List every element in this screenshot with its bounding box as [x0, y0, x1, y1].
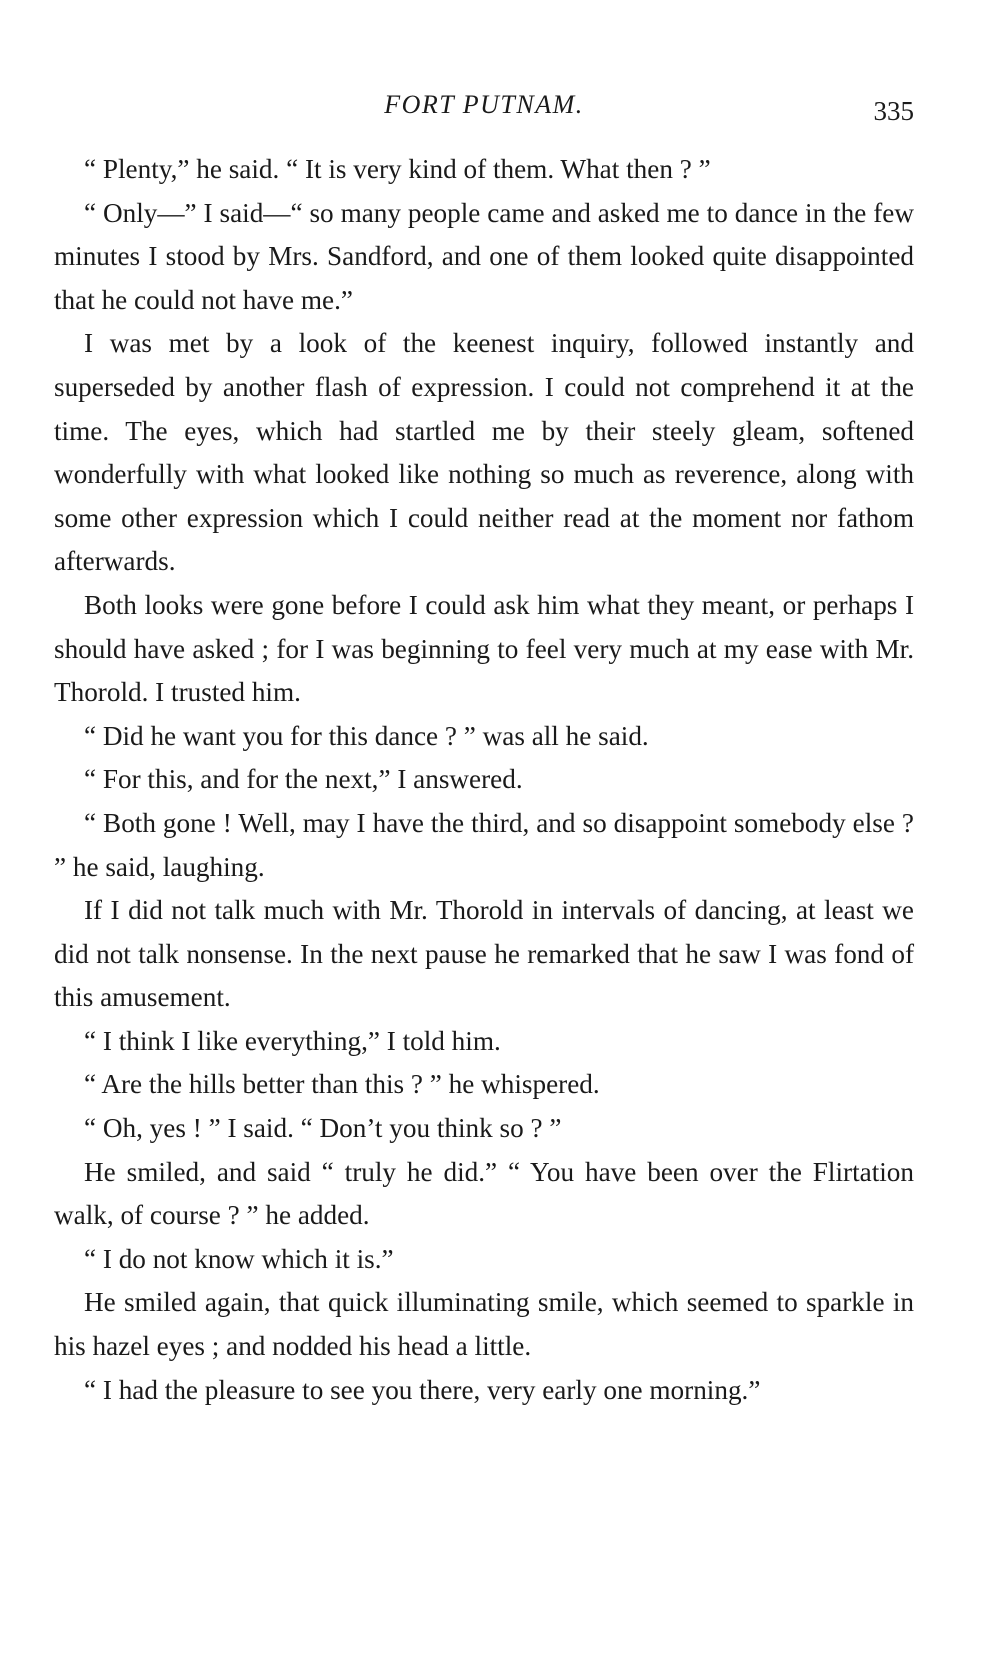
paragraph: “ Both gone ! Well, may I have the third, and so disappoint somebody else ? ” he said, laughing.: [54, 807, 914, 882]
page-header: [54, 78, 914, 134]
page-number: 335: [873, 96, 914, 126]
paragraph: “ Did he want you for this dance ? ” was all he said.: [84, 720, 649, 751]
body-text: [54, 148, 914, 1412]
paragraph: “ I think I like everything,” I told him.: [84, 1025, 501, 1056]
paragraph: If I did not talk much with Mr. Thorold in intervals of dancing, at least we did not talk nonsense. In the next pause he remarked that he saw I was fond of this amusement.: [54, 895, 914, 1013]
paragraph: “ Only—” I said—“ so many people came and asked me to dance in the few minutes I stood by Mrs. Sandford, and one of them looked quite disappointed that he could not have me.”: [54, 197, 914, 315]
paragraph: He smiled, and said “ truly he did.” “ You have been over the Flirtation walk, of course ? ” he added.: [54, 1156, 914, 1231]
paragraph: I was met by a look of the keenest inquiry, followed instantly and superseded by another flash of expression. I could not comprehend it at the time. The eyes, which had startled me by their steely gleam, softened wonderfully with what looked like nothing so much as reverence, along with some other expression which I could neither read at the moment nor fathom afterwards.: [54, 328, 914, 577]
paragraph: “ I had the pleasure to see you there, very early one morning.”: [84, 1374, 761, 1405]
paragraph: “ I do not know which it is.”: [84, 1243, 394, 1274]
paragraph: “ Plenty,” he said. “ It is very kind of them. What then ? ”: [84, 154, 711, 184]
paragraph: “ For this, and for the next,” I answered.: [84, 764, 523, 795]
paragraph: “ Oh, yes ! ” I said. “ Don’t you think so ? ”: [84, 1113, 562, 1144]
running-head: FORT PUTNAM.: [384, 90, 584, 119]
paragraph: Both looks were gone before I could ask him what they meant, or perhaps I should have asked ; for I was beginning to feel very much at my ease with Mr. Thorold. I trusted him.: [54, 589, 914, 708]
book-page: [54, 78, 914, 1638]
paragraph: “ Are the hills better than this ? ” he whispered.: [84, 1069, 600, 1100]
paragraph: He smiled again, that quick illuminating smile, which seemed to sparkle in his hazel eyes ; and nodded his head a little.: [54, 1287, 914, 1362]
